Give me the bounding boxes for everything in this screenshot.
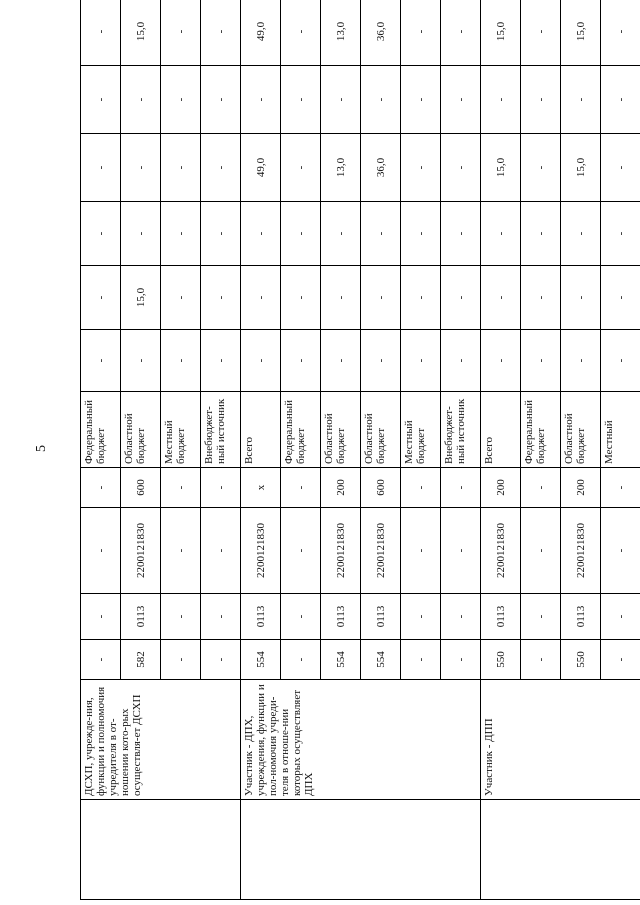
csr-cell: - bbox=[201, 508, 241, 594]
grbs-cell: - bbox=[201, 640, 241, 680]
value-cell: - bbox=[361, 66, 401, 134]
grbs-cell: - bbox=[441, 640, 481, 680]
value-cell: - bbox=[561, 66, 601, 134]
value-cell: - bbox=[401, 266, 441, 330]
value-cell: - bbox=[241, 266, 281, 330]
participant-cell: Участник - ДПХ, учреждения, функции и пол-номочия учреди-теля в отноше-нии которых осуществляет ДПХ bbox=[241, 680, 481, 800]
grbs-cell: 554 bbox=[361, 640, 401, 680]
value-cell: - bbox=[201, 0, 241, 66]
table-row bbox=[241, 0, 281, 900]
value-cell: - bbox=[81, 134, 121, 202]
value-cell: 15,0 bbox=[121, 266, 161, 330]
value-cell: - bbox=[401, 202, 441, 266]
value-cell: 13,0 bbox=[321, 0, 361, 66]
funding-source-cell: Федеральный бюджет bbox=[281, 392, 321, 468]
csr-cell: 2200121830 bbox=[241, 508, 281, 594]
value-cell: 36,0 bbox=[361, 0, 401, 66]
csr-cell: - bbox=[281, 508, 321, 594]
value-cell: 15,0 bbox=[481, 0, 521, 66]
value-cell: - bbox=[81, 202, 121, 266]
rotated-table-page bbox=[80, 21, 627, 900]
funding-source-cell: Всего bbox=[241, 392, 281, 468]
grbs-cell: 550 bbox=[481, 640, 521, 680]
grbs-cell: - bbox=[161, 640, 201, 680]
csr-cell: 2200121830 bbox=[481, 508, 521, 594]
value-cell: - bbox=[521, 0, 561, 66]
rz-pr-cell: - bbox=[81, 594, 121, 640]
value-cell: - bbox=[281, 202, 321, 266]
value-cell: - bbox=[521, 266, 561, 330]
page-number: 5 bbox=[34, 445, 49, 452]
value-cell: - bbox=[401, 134, 441, 202]
csr-cell: 2200121830 bbox=[561, 508, 601, 594]
value-cell: - bbox=[201, 134, 241, 202]
participant-cell: ДСХП, учрежде-ния, функции и полномочия учредителя в от-ношении кото-рых осуществля-ет ДСХП bbox=[81, 680, 241, 800]
value-cell: - bbox=[481, 266, 521, 330]
value-cell: - bbox=[81, 66, 121, 134]
funding-source-cell: Местный bbox=[601, 392, 640, 468]
grbs-cell: 582 bbox=[121, 640, 161, 680]
value-cell: - bbox=[241, 66, 281, 134]
value-cell: - bbox=[281, 134, 321, 202]
table-row bbox=[481, 0, 521, 900]
value-cell: 15,0 bbox=[561, 134, 601, 202]
value-cell: - bbox=[161, 202, 201, 266]
grbs-cell: - bbox=[81, 640, 121, 680]
value-cell: - bbox=[161, 134, 201, 202]
grbs-cell: 554 bbox=[321, 640, 361, 680]
value-cell: 13,0 bbox=[321, 134, 361, 202]
value-cell: - bbox=[521, 66, 561, 134]
vr-cell: - bbox=[441, 468, 481, 508]
value-cell: - bbox=[601, 0, 640, 66]
value-cell: - bbox=[401, 66, 441, 134]
value-cell: - bbox=[201, 202, 241, 266]
program-cell bbox=[481, 800, 640, 900]
value-cell: - bbox=[441, 66, 481, 134]
value-cell: - bbox=[521, 202, 561, 266]
rz-pr-cell: - bbox=[521, 594, 561, 640]
value-cell: - bbox=[441, 134, 481, 202]
value-cell: - bbox=[121, 134, 161, 202]
value-cell: - bbox=[81, 266, 121, 330]
value-cell: - bbox=[441, 330, 481, 392]
value-cell: - bbox=[601, 330, 640, 392]
grbs-cell: - bbox=[401, 640, 441, 680]
value-cell: - bbox=[201, 66, 241, 134]
value-cell: 49,0 bbox=[241, 0, 281, 66]
csr-cell: - bbox=[601, 508, 640, 594]
funding-source-cell: Местный бюджет bbox=[161, 392, 201, 468]
grbs-cell: 554 bbox=[241, 640, 281, 680]
value-cell: - bbox=[361, 330, 401, 392]
value-cell: - bbox=[281, 330, 321, 392]
funding-source-cell: Всего bbox=[481, 392, 521, 468]
value-cell: - bbox=[81, 330, 121, 392]
value-cell: - bbox=[441, 266, 481, 330]
funding-source-cell: Федеральный бюджет bbox=[521, 392, 561, 468]
value-cell: - bbox=[361, 266, 401, 330]
rz-pr-cell: 0113 bbox=[561, 594, 601, 640]
value-cell: - bbox=[161, 330, 201, 392]
value-cell: 49,0 bbox=[241, 134, 281, 202]
funding-source-cell: Областной бюджет bbox=[561, 392, 601, 468]
value-cell: - bbox=[521, 330, 561, 392]
funding-source-cell: Областной бюджет bbox=[321, 392, 361, 468]
value-cell: - bbox=[321, 202, 361, 266]
value-cell: - bbox=[121, 202, 161, 266]
csr-cell: - bbox=[441, 508, 481, 594]
value-cell: - bbox=[161, 266, 201, 330]
vr-cell: 600 bbox=[361, 468, 401, 508]
funding-source-cell: Внебюджет-ный источник bbox=[201, 392, 241, 468]
vr-cell: - bbox=[601, 468, 640, 508]
value-cell: - bbox=[321, 266, 361, 330]
value-cell: - bbox=[481, 66, 521, 134]
csr-cell: - bbox=[81, 508, 121, 594]
rz-pr-cell: 0113 bbox=[241, 594, 281, 640]
value-cell: - bbox=[601, 66, 640, 134]
vr-cell: 600 bbox=[121, 468, 161, 508]
funding-source-cell: Областной бюджет bbox=[121, 392, 161, 468]
rz-pr-cell: - bbox=[161, 594, 201, 640]
value-cell: - bbox=[281, 66, 321, 134]
csr-cell: 2200121830 bbox=[121, 508, 161, 594]
csr-cell: 2200121830 bbox=[321, 508, 361, 594]
value-cell: - bbox=[161, 0, 201, 66]
vr-cell: - bbox=[81, 468, 121, 508]
value-cell: - bbox=[521, 134, 561, 202]
vr-cell: 200 bbox=[321, 468, 361, 508]
funding-source-cell: Внебюджет-ный источник bbox=[441, 392, 481, 468]
rz-pr-cell: - bbox=[201, 594, 241, 640]
rz-pr-cell: - bbox=[401, 594, 441, 640]
grbs-cell: - bbox=[281, 640, 321, 680]
vr-cell: - bbox=[521, 468, 561, 508]
value-cell: - bbox=[561, 330, 601, 392]
value-cell: - bbox=[441, 0, 481, 66]
budget-table-body bbox=[81, 0, 640, 900]
value-cell: - bbox=[281, 266, 321, 330]
program-cell bbox=[241, 800, 481, 900]
vr-cell: x bbox=[241, 468, 281, 508]
table-row bbox=[81, 0, 121, 900]
participant-cell: Участник - ДПП bbox=[481, 680, 640, 800]
grbs-cell: 550 bbox=[561, 640, 601, 680]
value-cell: - bbox=[321, 66, 361, 134]
vr-cell: 200 bbox=[481, 468, 521, 508]
value-cell: - bbox=[481, 202, 521, 266]
rz-pr-cell: 0113 bbox=[321, 594, 361, 640]
value-cell: - bbox=[121, 66, 161, 134]
csr-cell: - bbox=[521, 508, 561, 594]
value-cell: 15,0 bbox=[121, 0, 161, 66]
csr-cell: 2200121830 bbox=[361, 508, 401, 594]
funding-source-cell: Местный бюджет bbox=[401, 392, 441, 468]
value-cell: - bbox=[361, 202, 401, 266]
value-cell: - bbox=[161, 66, 201, 134]
funding-source-cell: Федеральный бюджет bbox=[81, 392, 121, 468]
vr-cell: - bbox=[401, 468, 441, 508]
program-cell bbox=[81, 800, 241, 900]
grbs-cell: - bbox=[601, 640, 640, 680]
value-cell: 15,0 bbox=[481, 134, 521, 202]
value-cell: 36,0 bbox=[361, 134, 401, 202]
value-cell: - bbox=[81, 0, 121, 66]
value-cell: - bbox=[401, 330, 441, 392]
vr-cell: - bbox=[281, 468, 321, 508]
csr-cell: - bbox=[401, 508, 441, 594]
budget-table bbox=[80, 0, 640, 900]
value-cell: - bbox=[241, 202, 281, 266]
value-cell: - bbox=[601, 202, 640, 266]
funding-source-cell: Областной бюджет bbox=[361, 392, 401, 468]
value-cell: - bbox=[601, 266, 640, 330]
rz-pr-cell: 0113 bbox=[361, 594, 401, 640]
rz-pr-cell: 0113 bbox=[121, 594, 161, 640]
value-cell: - bbox=[401, 0, 441, 66]
value-cell: - bbox=[281, 0, 321, 66]
value-cell: - bbox=[121, 330, 161, 392]
rz-pr-cell: 0113 bbox=[481, 594, 521, 640]
value-cell: - bbox=[481, 330, 521, 392]
value-cell: - bbox=[441, 202, 481, 266]
rz-pr-cell: - bbox=[281, 594, 321, 640]
value-cell: - bbox=[241, 330, 281, 392]
value-cell: - bbox=[201, 330, 241, 392]
value-cell: - bbox=[561, 202, 601, 266]
value-cell: - bbox=[561, 266, 601, 330]
csr-cell: - bbox=[161, 508, 201, 594]
vr-cell: - bbox=[201, 468, 241, 508]
rz-pr-cell: - bbox=[601, 594, 640, 640]
rz-pr-cell: - bbox=[441, 594, 481, 640]
value-cell: 15,0 bbox=[561, 0, 601, 66]
value-cell: - bbox=[321, 330, 361, 392]
value-cell: - bbox=[201, 266, 241, 330]
value-cell: - bbox=[601, 134, 640, 202]
vr-cell: 200 bbox=[561, 468, 601, 508]
grbs-cell: - bbox=[521, 640, 561, 680]
vr-cell: - bbox=[161, 468, 201, 508]
